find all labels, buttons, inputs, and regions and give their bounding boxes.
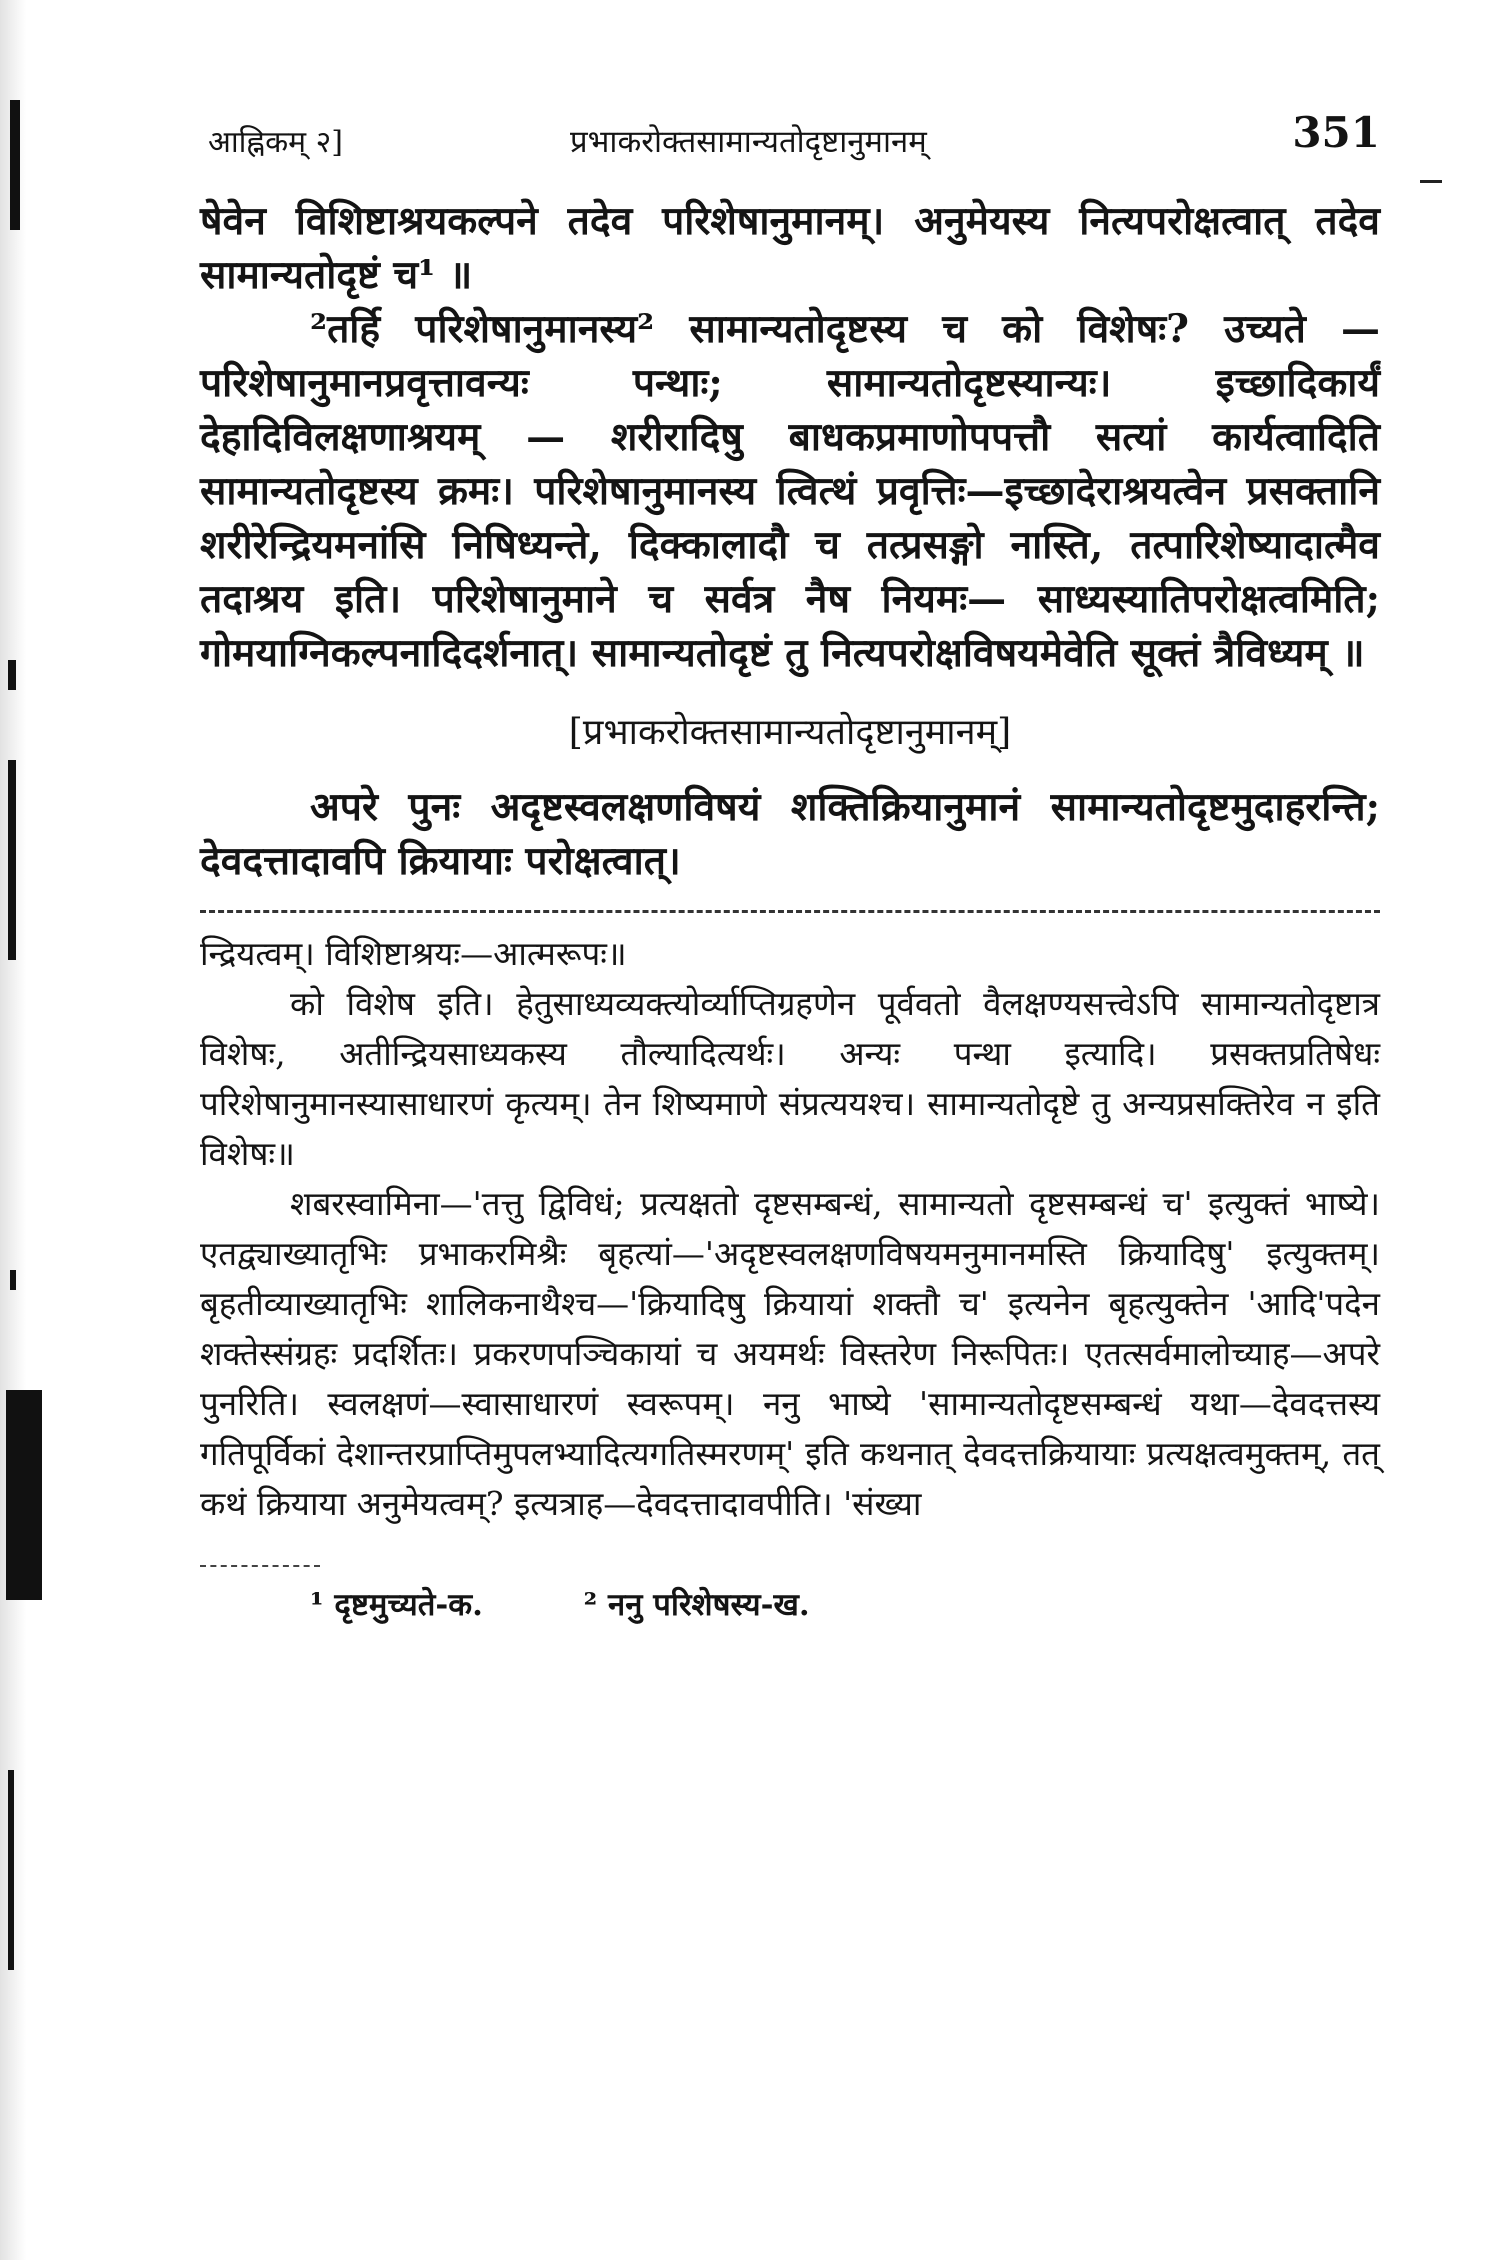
commentary-paragraph: को विशेष इति। हेतुसाध्यव्यक्त्योर्व्याप्तिग्रहणेन पूर्ववतो वैलक्षण्यसत्त्वेऽपि सामान्यतोदृष्टात्र विशेषः, अतीन्द्रियसाध्यकस्य तौल्यादित्यर्थः। अन्यः पन्था इत्यादि। प्रसक्तप्रतिषेधः परिशेषानुमानस्यासाधारणं कृत्यम्। तेन शिष्यमाणे संप्रत्ययश्च। सामान्यतोदृष्टे तु अन्यप्रसक्तिरेव न इति विशेषः॥ [200,984,1380,1173]
commentary [200,929,1380,1529]
edge-mark [8,660,16,690]
edge-mark [10,1270,16,1290]
running-header [200,108,1380,168]
edge-mark [8,1770,14,1970]
running-title: प्रभाकरोक्तसामान्यतोदृष्टानुमानम् [570,124,927,160]
footnote: ¹ दृष्टमुच्यते-क. [310,1587,483,1623]
edge-mark [10,100,20,230]
footnotes [200,1583,1380,1625]
main-paragraph: ²तर्हि परिशेषानुमानस्य² सामान्यतोदृष्टस्य च को विशेषः? उच्यते — परिशेषानुमानप्रवृत्तावन्यः पन्थाः; सामान्यतोदृष्टस्यान्यः। इच्छादिकार्यं देहादिविलक्षणाश्रयम् — शरीरादिषु बाधकप्रमाणोपपत्तौ सत्यां कार्यत्वादिति सामान्यतोदृष्टस्य क्रमः। परिशेषानुमानस्य त्वित्थं प्रवृत्तिः—इच्छादेराश्रयत्वेन प्रसक्तानि शरीरेन्द्रियमनांसि निषिध्यन्ते, दिक्कालादौ च तत्प्रसङ्गो नास्ति, तत्पारिशेष्यादात्मैव तदाश्रय इति। परिशेषानुमाने च सर्वत्र नैष नियमः— साध्यस्यातिपरोक्षत्वमिति; गोमयाग्निकल्पनादिदर्शनात्। सामान्यतोदृष्टं तु नित्यपरोक्षविषयमेवेति सूक्तं त्रैविध्यम् ॥ [200,306,1380,676]
page-number: 351 [1292,108,1380,157]
edge-mark [8,760,16,960]
main-paragraph: षेवेन विशिष्टाश्रयकल्पने तदेव परिशेषानुमानम्। अनुमेयस्य नित्यपरोक्षत्वात् तदेव सामान्यतोदृष्टं च¹ ॥ [200,198,1380,298]
chapter-label: आह्निकम् २] [208,125,343,160]
main-text [200,194,1380,888]
commentary-divider [200,910,1380,913]
footnote-rule [200,1565,320,1567]
margin-dash [1420,180,1442,183]
footnote: ² ननु परिशेषस्य-ख. [583,1587,810,1623]
section-heading: [प्रभाकरोक्तसामान्यतोदृष्टानुमानम्] [568,712,1012,753]
edge-mark [6,1390,42,1600]
commentary-paragraph: न्द्रियत्वम्। विशिष्टाश्रयः—आत्मरूपः॥ [200,934,627,973]
book-page [200,108,1380,1625]
main-paragraph: अपरे पुनः अदृष्टस्वलक्षणविषयं शक्तिक्रियानुमानं सामान्यतोदृष्टमुदाहरन्ति; देवदत्तादावपि क्रियायाः परोक्षत्वात्। [200,784,1380,884]
commentary-paragraph: शबरस्वामिना—'तत्तु द्विविधं; प्रत्यक्षतो दृष्टसम्बन्धं, सामान्यतो दृष्टसम्बन्धं च' इत्युक्तं भाष्ये। एतद्व्याख्यातृभिः प्रभाकरमिश्रैः बृहत्यां—'अदृष्टस्वलक्षणविषयमनुमानमस्ति क्रियादिषु' इत्युक्तम्। बृहतीव्याख्यातृभिः शालिकनाथैश्च—'क्रियादिषु क्रियायां शक्तौ च' इत्यनेन बृहत्युक्तेन 'आदि'पदेन शक्तेस्संग्रहः प्रदर्शितः। प्रकरणपञ्चिकायां च अयमर्थः विस्तरेण निरूपितः। एतत्सर्वमालोच्याह—अपरे पुनरिति। स्वलक्षणं—स्वासाधारणं स्वरूपम्। ननु भाष्ये 'सामान्यतोदृष्टसम्बन्धं यथा—देवदत्तस्य गतिपूर्विकां देशान्तरप्राप्तिमुपलभ्यादित्यगतिस्मरणम्' इति कथनात् देवदत्तक्रियायाः प्रत्यक्षत्वमुक्तम्, तत् कथं क्रियाया अनुमेयत्वम्? इत्यत्राह—देवदत्तादावपीति। 'संख्या [200,1184,1380,1523]
